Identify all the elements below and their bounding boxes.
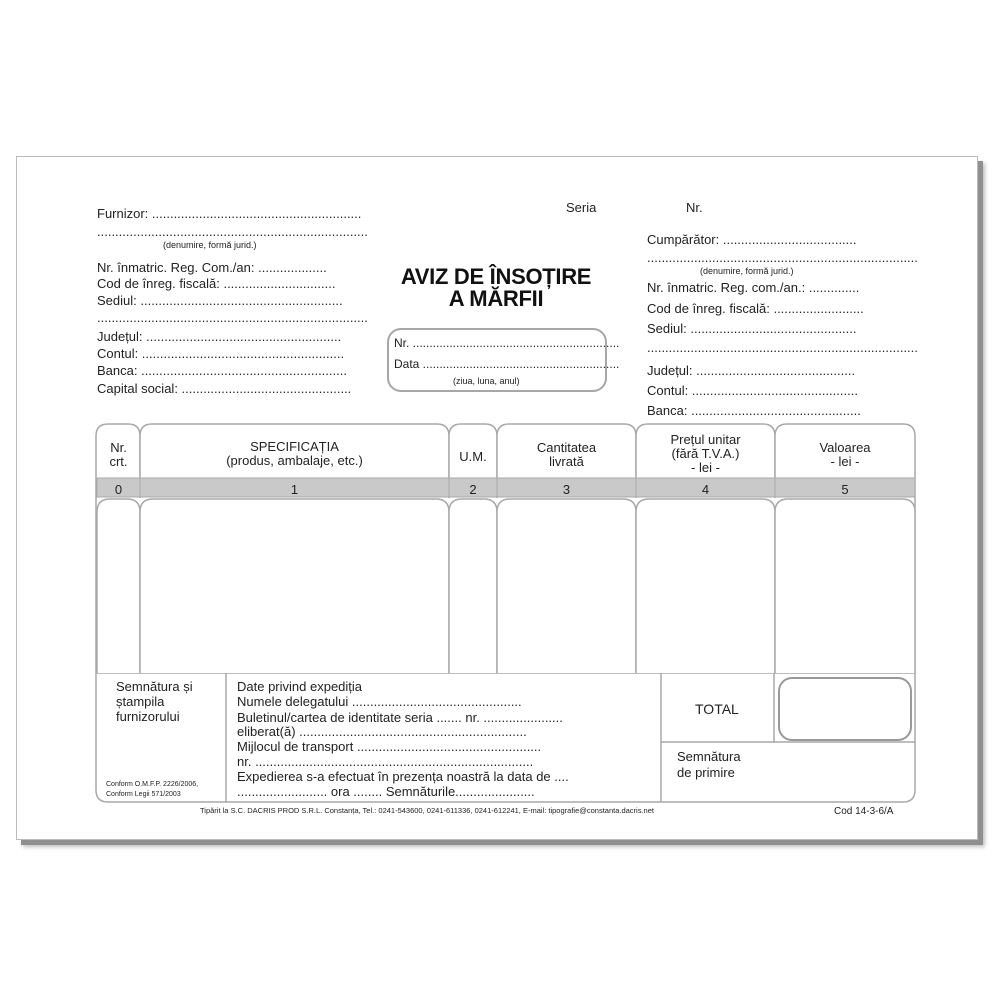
header-nr-crt-line2: crt.: [109, 454, 128, 469]
column-number-1: 1: [290, 482, 299, 497]
buyer-bank-field[interactable]: Banca: ...............................................: [647, 403, 861, 418]
buyer-account-field[interactable]: Contul: ..............................................: [647, 383, 858, 398]
column-number-2: 2: [469, 482, 477, 497]
document-title-line2: A MĂRFII: [448, 286, 544, 311]
header-nr-crt-line1: Nr.: [110, 440, 127, 455]
header-specification: [140, 440, 449, 468]
header-um-line1: U.M.: [459, 449, 487, 464]
header-value-line1: Valoarea: [819, 440, 871, 455]
column-number-4: 4: [701, 482, 710, 497]
supplier-bank-field[interactable]: Banca: .........................................................: [97, 363, 347, 378]
document-date-field[interactable]: Data ...........................................................: [394, 357, 620, 371]
header-value: [775, 441, 915, 469]
header-specification-line1: SPECIFICAȚIA: [250, 439, 339, 454]
column-number-5: 5: [841, 482, 849, 497]
receipt-signature-label: Semnătura de primire: [677, 749, 741, 780]
buyer-form-note: (denumire, formă jurid.): [700, 266, 794, 276]
buyer-address-field[interactable]: Sediul: ..............................................: [647, 321, 857, 336]
total-label: TOTAL: [695, 701, 739, 717]
buyer-reg-com-field[interactable]: Nr. înmatric. Reg. com./an.: ..............: [647, 280, 860, 295]
expedition-title: Date privind expediția: [237, 679, 363, 694]
header-nr-crt: [97, 441, 140, 469]
supplier-address-line2[interactable]: ...........................................................................: [97, 310, 368, 325]
items-quantity-column[interactable]: [499, 510, 634, 670]
buyer-name-field[interactable]: Cumpărător: .....................................: [647, 232, 857, 247]
supplier-fiscal-code-field[interactable]: Cod de înreg. fiscală: ...............................: [97, 276, 336, 291]
expedition-time-signatures-field[interactable]: ......................... ora ........ Semnăturile......................: [237, 784, 535, 799]
header-quantity: [497, 441, 636, 469]
issued-by-field[interactable]: eliberat(ă) ...............................................................: [237, 724, 527, 739]
transport-field[interactable]: Mijlocul de transport ...................................................: [237, 739, 542, 754]
conform-omfp-note: Conform O.M.F.P. 2226/2006,: [106, 781, 199, 788]
header-quantity-line2: livrată: [549, 454, 584, 469]
receipt-signature-area[interactable]: [775, 748, 911, 798]
supplier-name-field[interactable]: Furnizor: ..........................................................: [97, 206, 362, 221]
transport-nr-field[interactable]: nr. .............................................................................: [237, 754, 534, 769]
conform-law-note: Conform Legii 571/2003: [106, 791, 181, 798]
header-unit-price: [636, 433, 775, 475]
delegate-name-field[interactable]: Numele delegatului ...............................................: [237, 694, 522, 709]
buyer-address-line2[interactable]: ...........................................................................: [647, 340, 918, 355]
buyer-name-line2[interactable]: ...........................................................................: [647, 250, 918, 265]
header-um: [449, 450, 497, 464]
column-number-0: 0: [114, 482, 123, 497]
header-unit-price-line1: Prețul unitar: [670, 432, 741, 447]
supplier-capital-field[interactable]: Capital social: ...............................................: [97, 381, 352, 396]
supplier-form-note: (denumire, formă jurid.): [163, 240, 257, 250]
supplier-signature-label: Semnătura și ștampila furnizorului: [116, 679, 193, 724]
date-format-note: (ziua, luna, anul): [453, 376, 520, 386]
series-label: Seria: [566, 200, 597, 215]
id-card-field[interactable]: Buletinul/cartea de identitate seria ....... nr. ......................: [237, 710, 563, 725]
items-value-column[interactable]: [777, 510, 913, 670]
items-nr-column[interactable]: [98, 510, 138, 670]
total-value-box[interactable]: [778, 677, 912, 741]
supplier-account-field[interactable]: Contul: ........................................................: [97, 346, 345, 361]
column-number-3: 3: [562, 482, 571, 497]
items-unit-price-column[interactable]: [638, 510, 773, 670]
supplier-county-field[interactable]: Județul: ......................................................: [97, 329, 342, 344]
supplier-address-field[interactable]: Sediul: ........................................................: [97, 293, 343, 308]
supplier-name-line2[interactable]: ...........................................................................: [97, 224, 368, 239]
header-unit-price-line3: - lei -: [691, 460, 720, 475]
buyer-fiscal-code-field[interactable]: Cod de înreg. fiscală: .........................: [647, 301, 864, 316]
printer-footer: Tipărit la S.C. DACRIS PROD S.R.L. Constanța, Tel.: 0241-543600, 0241-611336, 0241-612241, E-mail: tipografie@constanta.dacris.net: [200, 806, 654, 815]
supplier-reg-com-field[interactable]: Nr. înmatric. Reg. Com./an: ...................: [97, 260, 327, 275]
header-unit-price-line2: (fără T.V.A.): [671, 446, 740, 461]
expedition-date-field[interactable]: Expedierea s-a efectuat în prezența noastră la data de ....: [237, 769, 569, 784]
buyer-county-field[interactable]: Județul: ............................................: [647, 363, 856, 378]
header-quantity-line1: Cantitatea: [536, 440, 597, 455]
document-number-field[interactable]: Nr. ..............................................................: [394, 336, 620, 350]
form-code: Cod 14-3-6/A: [834, 806, 894, 817]
header-specification-line2: (produs, ambalaje, etc.): [226, 453, 363, 468]
items-specification-column[interactable]: [142, 510, 447, 670]
header-value-line2: - lei -: [830, 454, 860, 469]
items-um-column[interactable]: [451, 510, 495, 670]
document-title-line1: AVIZ DE ÎNSOȚIRE: [400, 264, 592, 289]
supplier-signature-area[interactable]: [100, 724, 222, 776]
top-number-label: Nr.: [686, 200, 703, 215]
